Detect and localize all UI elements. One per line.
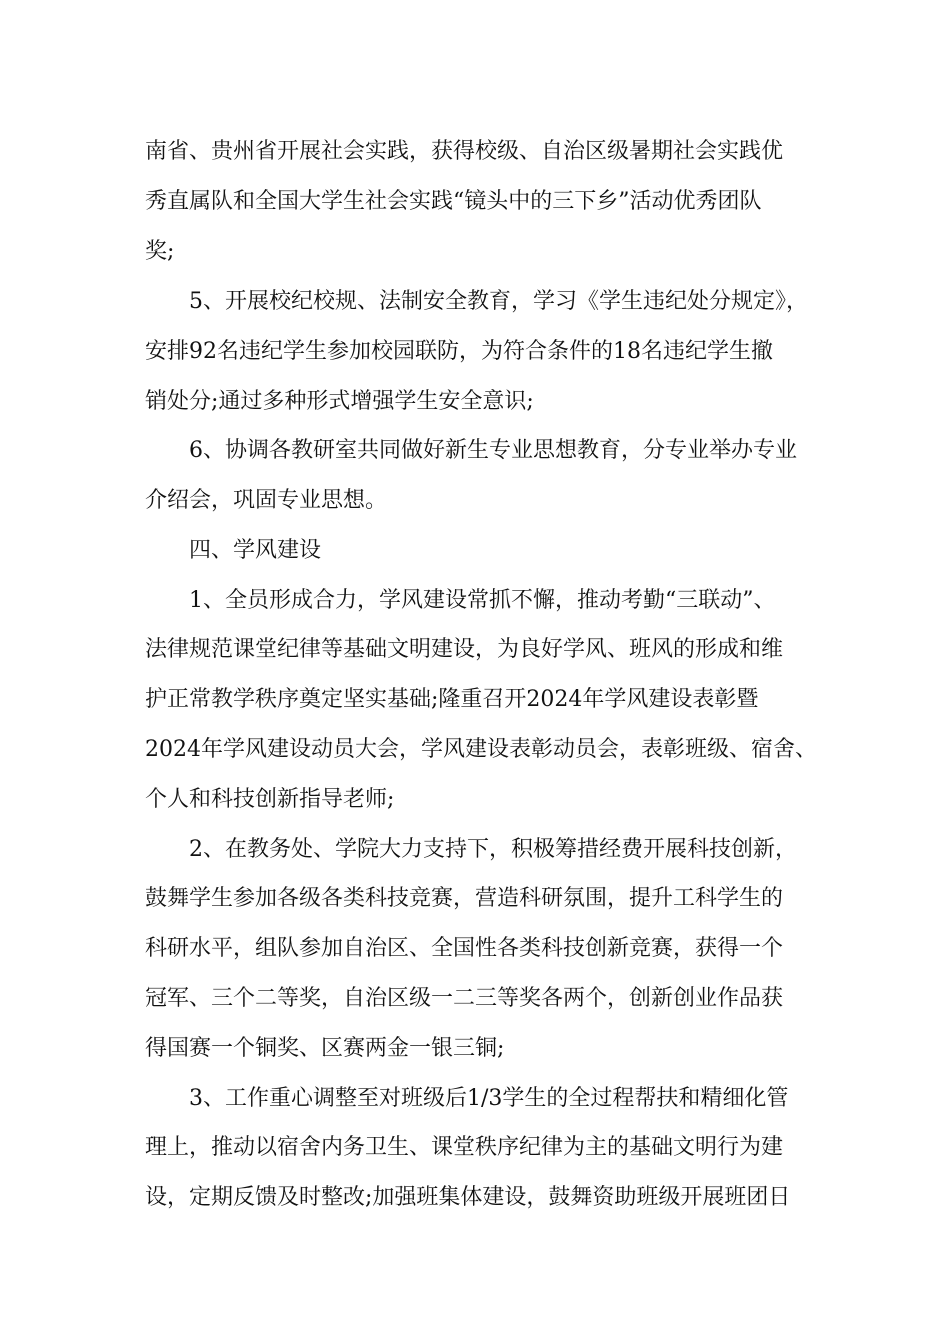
text-line: 3、工作重心调整至对班级后1/3学生的全过程帮扶和精细化管 bbox=[189, 1086, 789, 1111]
text-line: 介绍会，巩固专业思想。 bbox=[145, 488, 388, 513]
text-line: 安排92名违纪学生参加校园联防，为符合条件的18名违纪学生撤 bbox=[145, 339, 773, 364]
text-line: 秀直属队和全国大学生社会实践“镜头中的三下乡”活动优秀团队 bbox=[145, 189, 762, 214]
text-line: 得国赛一个铜奖、区赛两金一银三铜; bbox=[145, 1036, 505, 1061]
text-line: 1、全员形成合力，学风建设常抓不懈，推动考勤“三联动”、 bbox=[189, 588, 776, 613]
text-line: 冠军、三个二等奖，自治区级一二三等奖各两个，创新创业作品获 bbox=[145, 986, 784, 1011]
text-line: 护正常教学秩序奠定坚实基础;隆重召开2024年学风建设表彰暨 bbox=[145, 687, 759, 712]
text-line: 理上，推动以宿舍内务卫生、课堂秩序纪律为主的基础文明行为建 bbox=[145, 1135, 784, 1160]
text-line: 2、在教务处、学院大力支持下，积极筹措经费开展科技创新， bbox=[189, 837, 797, 862]
text-line: 科研水平，组队参加自治区、全国性各类科技创新竞赛，获得一个 bbox=[145, 936, 784, 961]
text-line: 设，定期反馈及时整改;加强班集体建设，鼓舞资助班级开展班团日 bbox=[145, 1185, 791, 1210]
text-line: 5、开展校纪校规、法制安全教育，学习《学生违纪处分规定》， bbox=[189, 289, 808, 314]
text-line: 个人和科技创新指导老师; bbox=[145, 787, 395, 812]
section-heading: 四、学风建设 bbox=[189, 538, 322, 563]
text-line: 奖; bbox=[145, 239, 175, 264]
text-line: 南省、贵州省开展社会实践，获得校级、自治区级暑期社会实践优 bbox=[145, 139, 784, 164]
text-line: 6、协调各教研室共同做好新生专业思想教育，分专业举办专业 bbox=[189, 438, 797, 463]
text-line: 销处分;通过多种形式增强学生安全意识; bbox=[145, 389, 534, 414]
text-line: 鼓舞学生参加各级各类科技竞赛，营造科研氛围，提升工科学生的 bbox=[145, 886, 784, 911]
text-line: 2024年学风建设动员大会，学风建设表彰动员会，表彰班级、宿舍、 bbox=[145, 737, 817, 762]
text-line: 法律规范课堂纪律等基础文明建设，为良好学风、班风的形成和维 bbox=[145, 637, 784, 662]
